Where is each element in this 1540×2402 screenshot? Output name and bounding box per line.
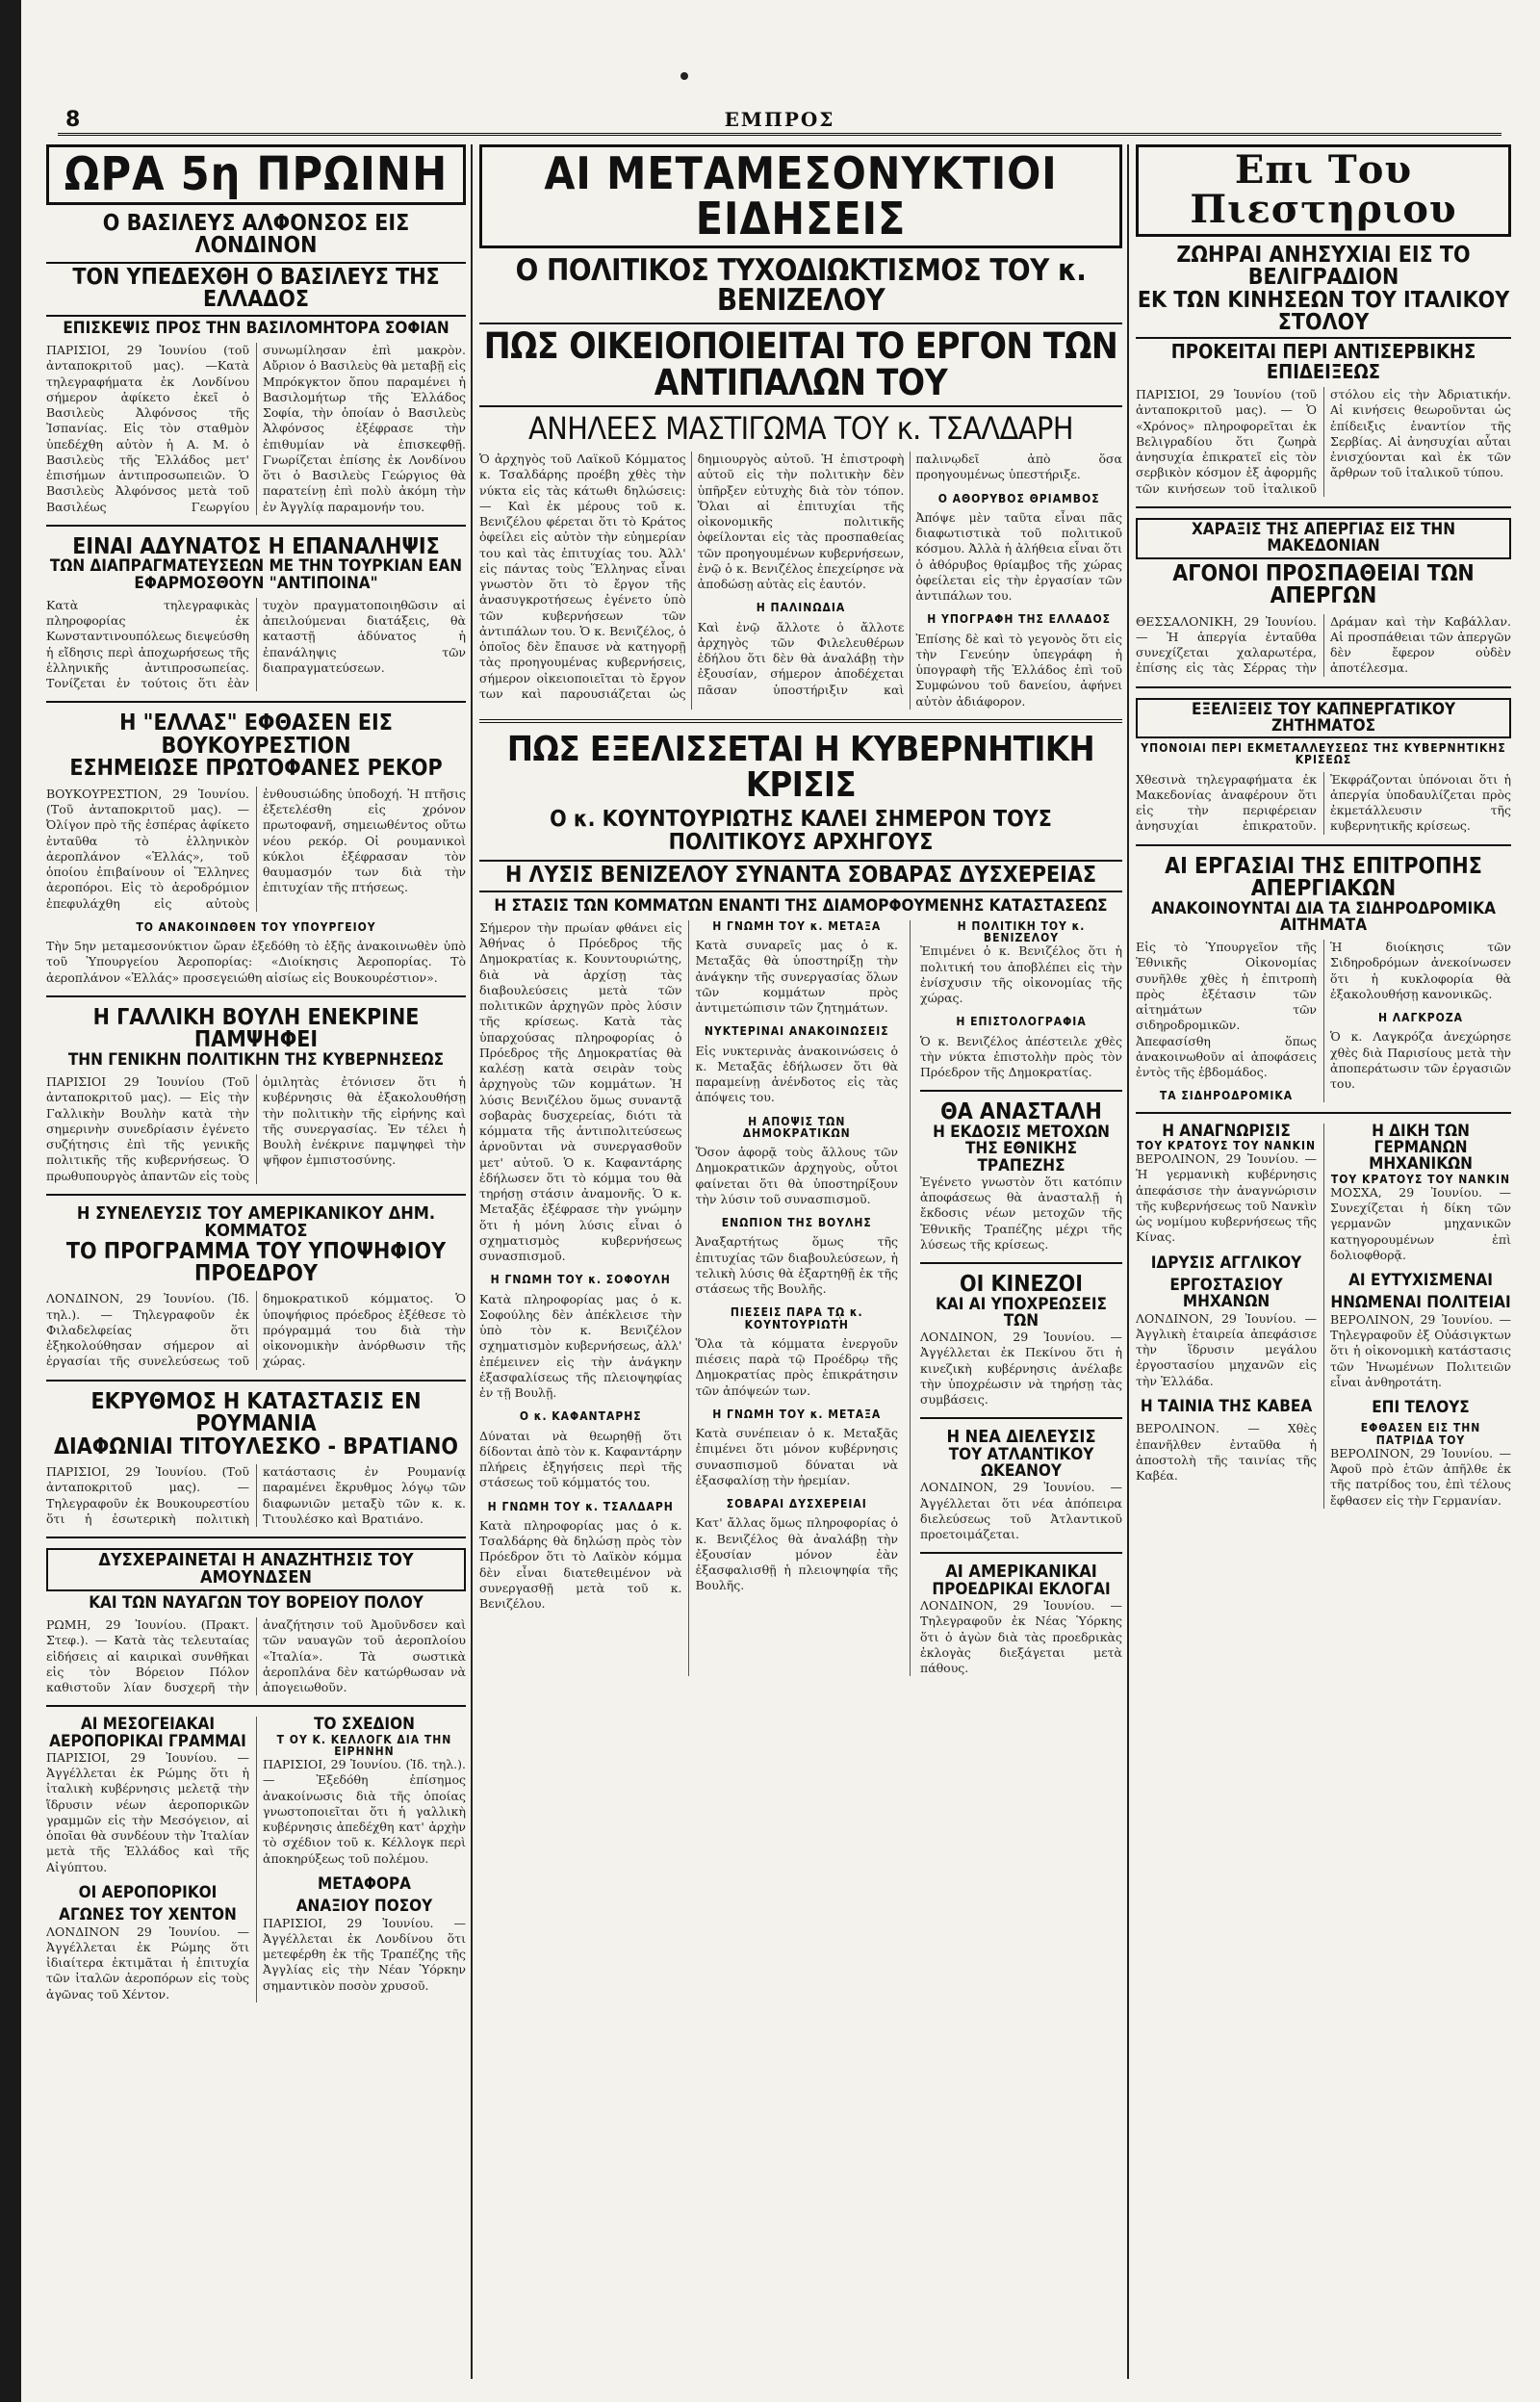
headline: Η ΤΑΙΝΙΑ ΤΗΣ ΚΑΒΕΑ bbox=[1140, 1396, 1313, 1416]
section-heading: ΣΟΒΑΡΑΙ ΔΥΣΧΕΡΕΙΑΙ bbox=[726, 1497, 867, 1511]
article-body: Ὅλα τὰ κόμματα ἐνεργοῦν πιέσεις παρὰ τῷ Προέδρῳ τῆς Δημοκρατίας πρὸς ἐπικράτησιν τῶν ἀπόψεών των. bbox=[695, 1335, 898, 1398]
subheadline: ΤΟΥ ΚΡΑΤΟΥΣ ΤΟΥ ΝΑΝΚΙΝ bbox=[1136, 1139, 1317, 1152]
article-body: Σήμερον τὴν πρωίαν φθάνει εἰς Ἀθήνας ὁ Πρόεδρος τῆς Δημοκρατίας κ. Κουντουριώτης, διὰ νὰ ἀρχίσῃ τὰς διαβουλεύσεις μετὰ τῶν πολιτικῶν ἀρχηγῶν πρὸς λύσιν τῆς κρίσεως. Κατὰ τὰς ὑπαρχούσας πληροφορίας ὁ Πρόεδρος τῆς Δημοκρατίας θὰ καλέσῃ κατὰ σειρὰν τοὺς ἀρχηγοὺς τῶν κομμάτων. Ἡ λύσις Βενιζέλου ὅμως συναντᾷ σοβαρὰς δυσχερείας, διότι τὰ κόμματα τῆς ἀντιπολιτεύσεως ἀρνοῦνται νὰ συνεργασθοῦν μετ' αὐτοῦ. Ὁ κ. Καφαντάρης ἐδήλωσεν ὅτι τὸ κόμμα του θὰ τηρήσῃ στάσιν ἀναμονῆς. Ὁ κ. Μεταξᾶς ἐξέφρασε τὴν γνώμην ὅτι ἡ μόνη λύσις εἶναι ὁ σχηματισμὸς κυβερνήσεως συνασπισμοῦ. bbox=[479, 919, 682, 1264]
column-rule bbox=[471, 144, 473, 2379]
ink-spot bbox=[680, 72, 688, 80]
article-body: Ἐγένετο γνωστὸν ὅτι κατόπιν ἀποφάσεως θὰ ἀνασταλῇ ἡ ἔκδοσις νέων μετοχῶν τῆς Ἐθνικῆς Τραπέζης μέχρι τῆς λύσεως τῆς κρίσεως. bbox=[920, 1174, 1122, 1252]
subheadline: ΤΟΥ ΑΤΛΑΝΤΙΚΟΥ ΩΚΕΑΝΟΥ bbox=[948, 1444, 1094, 1482]
subheadline: ΑΝΑΚΟΙΝΟΥΝΤΑΙ ΔΙΑ ΤΑ ΣΙΔΗΡΟΔΡΟΜΙΚΑ ΑΙΤΗΜΑΤΑ bbox=[1151, 898, 1496, 935]
column-right bbox=[1136, 144, 1511, 2379]
article-body: ΛΟΝΔΙΝΟΝ, 29 Ἰουνίου. — Ἀγγλικὴ ἑταιρεία ἀπεφάσισε τὴν ἵδρυσιν μεγάλου ἐργοστασίου μηχανῶν εἰς τὴν Ἑλλάδα. bbox=[1136, 1310, 1317, 1388]
article-body: ΛΟΝΔΙΝΟΝ, 29 Ἰουνίου. — Ἀγγέλλεται ἐκ Πεκίνου ὅτι ἡ κινεζικὴ κυβέρνησις ἀνέλαβε τὴν ὑποχρέωσιν νὰ τηρήσῃ τὰς συμβάσεις. bbox=[920, 1330, 1122, 1408]
article-body: ΠΑΡΙΣΙΟΙ, 29 Ἰουνίου. — Ἀγγέλλεται ἐκ Ρώμης ὅτι ἡ ἰταλικὴ κυβέρνησις μελετᾷ τὴν ἵδρυσιν νέων ἀεροπορικῶν γραμμῶν εἰς τὴν Μεσόγειον, αἱ ὁποῖαι θὰ συνδέουν τὴν Ἰταλίαν μετὰ τῆς Ἑλλάδος καὶ τῆς Αἰγύπτου. bbox=[46, 1749, 249, 1874]
article bbox=[46, 210, 466, 515]
article-body: ΛΟΝΔΙΝΟΝ, 29 Ἰουνίου. — Τηλεγραφοῦν ἐκ Νέας Ὑόρκης ὅτι ὁ ἀγὼν διὰ τὰς προεδρικὰς ἐκλογὰς διεξάγεται μετὰ πάθους. bbox=[920, 1598, 1122, 1676]
subheadline: Ο κ. ΚΟΥΝΤΟΥΡΙΩΤΗΣ ΚΑΛΕΙ ΣΗΜΕΡΟΝ ΤΟΥΣ ΠΟΛΙΤΙΚΟΥΣ ΑΡΧΗΓΟΥΣ bbox=[550, 807, 1052, 855]
article-body: ΠΑΡΙΣΙΟΙ, 29 Ἰουνίου. (Ἰδ. τηλ.). — Ἐξεδόθη ἐπίσημος ἀνακοίνωσις διὰ τῆς ὁποίας γνωστοποιεῖται ὅτι ἡ γαλλικὴ κυβέρνησις ἀπεδέχθη κατ' ἀρχὴν τὸ σχέδιον τοῦ κ. Κέλλογκ περὶ ἀποκηρύξεως τοῦ πολέμου. bbox=[263, 1757, 466, 1866]
article-body: ΛΟΝΔΙΝΟΝ, 29 Ἰουνίου. — Ἀγγέλλεται ὅτι νέα ἀπόπειρα διελεύσεως τοῦ Ἀτλαντικοῦ προετοιμάζεται. bbox=[920, 1480, 1122, 1542]
article bbox=[46, 533, 466, 692]
subheadline: Η ΣΤΑΣΙΣ ΤΩΝ ΚΟΜΜΑΤΩΝ ΕΝΑΝΤΙ ΤΗΣ ΔΙΑΜΟΡΦΟΥΜΕΝΗΣ ΚΑΤΑΣΤΑΣΕΩΣ bbox=[494, 895, 1108, 916]
column-center bbox=[479, 144, 1122, 2379]
headline: ΕΙΝΑΙ ΑΔΥΝΑΤΟΣ Η ΕΠΑΝΑΛΗΨΙΣ bbox=[72, 533, 440, 559]
banner-box bbox=[1136, 144, 1511, 237]
subheadline: ΕΡΓΟΣΤΑΣΙΟΥ ΜΗΧΑΝΩΝ bbox=[1169, 1276, 1283, 1312]
subheadline: Τ ΟΥ Κ. ΚΕΛΛΟΓΚ ΔΙΑ ΤΗΝ ΕΙΡΗΝΗΝ bbox=[276, 1732, 452, 1758]
headline: Η ΣΥΝΕΛΕΥΣΙΣ ΤΟΥ ΑΜΕΡΙΚΑΝΙΚΟΥ ΔΗΜ. ΚΟΜΜΑΤΟΣ bbox=[76, 1202, 436, 1242]
headline: Η ΔΙΚΗ ΤΩΝ ΓΕΡΜΑΝΩΝ ΜΗΧΑΝΙΚΩΝ bbox=[1369, 1121, 1473, 1175]
subheadline: ΑΝΑΞΙΟΥ ΠΟΣΟΥ bbox=[295, 1897, 433, 1917]
subheadline: ΕΣΗΜΕΙΩΣΕ ΠΡΩΤΟΦΑΝΕΣ ΡΕΚΟΡ bbox=[69, 756, 443, 782]
subheadline: ΑΕΡΟΠΟΡΙΚΑΙ ΓΡΑΜΜΑΙ bbox=[49, 1731, 246, 1751]
section-heading: Η ΓΝΩΜΗ ΤΟΥ κ. ΣΟΦΟΥΛΗ bbox=[490, 1273, 671, 1287]
section-heading: Η ΠΑΛΙΝΩΔΙΑ bbox=[756, 601, 846, 615]
article bbox=[1136, 853, 1511, 1103]
headline: Η "ΕΛΛΑΣ" ΕΦΘΑΣΕΝ ΕΙΣ ΒΟΥΚΟΥΡΕΣΤΙΟΝ bbox=[119, 710, 393, 759]
article bbox=[1136, 1121, 1317, 1485]
section-heading: Ο κ. ΚΑΦΑΝΤΑΡΗΣ bbox=[519, 1409, 642, 1424]
headline: ΜΕΤΑΦΟΡΑ bbox=[318, 1873, 411, 1894]
headline: ΖΩΗΡΑΙ ΑΝΗΣΥΧΙΑΙ ΕΙΣ ΤΟ ΒΕΛΙΓΡΑΔΙΟΝ bbox=[1176, 242, 1471, 291]
headline: ΠΩΣ ΟΙΚΕΙΟΠΟΙΕΙΤΑΙ ΤΟ ΕΡΓΟΝ ΤΩΝ ΑΝΤΙΠΑΛΩΝ ΤΟΥ bbox=[479, 323, 1122, 406]
subheadline: ΑΓΟΝΟΙ ΠΡΟΣΠΑΘΕΙΑΙ ΤΩΝ ΑΠΕΡΓΩΝ bbox=[1172, 560, 1475, 609]
subheadline: ΤΩΝ ΔΙΑΠΡΑΓΜΑΤΕΥΣΕΩΝ ΜΕ ΤΗΝ ΤΟΥΡΚΙΑΝ ΕΑΝ ΕΦΑΡΜΟΣΘΟΥΝ "ΑΝΤΙΠΟΙΝΑ" bbox=[49, 556, 463, 593]
article-body: ΘΕΣΣΑΛΟΝΙΚΗ, 29 Ἰουνίου. — Ἡ ἀπεργία ἐνταῦθα συνεχίζεται χαλαρωτέρα, ἐπίσης εἰς τὰς Σέρρας τὴν Δράμαν καὶ τὴν Καβάλλαν. Αἱ προσπάθειαι τῶν ἀπεργῶν δὲν ἔφερον οὐδὲν ἀποτέλεσμα. bbox=[1136, 613, 1511, 676]
headline: ΑΙ ΑΜΕΡΙΚΑΝΙΚΑΙ bbox=[945, 1562, 1097, 1583]
section-heading: Η ΠΟΛΙΤΙΚΗ ΤΟΥ κ. ΒΕΝΙΖΕΛΟΥ bbox=[957, 918, 1086, 945]
subheadline: ΑΝΗΛΕΕΣ ΜΑΣΤΙΓΩΜΑ ΤΟΥ κ. ΤΣΑΛΔΑΡΗ bbox=[528, 409, 1073, 447]
article-body: Ἐπίσης δὲ καὶ τὸ γεγονὸς ὅτι εἰς τὴν Γενεύην ὑπεγράφη ἡ ὑπογραφὴ τῆς Ἑλλάδος ἐπὶ τοῦ Συμφώνου τοῦ δανείου, ἀφήνει αὐτὸν ἀδιάφορον. bbox=[915, 631, 1122, 709]
subheadline: ΠΡΟΚΕΙΤΑΙ ΠΕΡΙ ΑΝΤΙΣΕΡΒΙΚΗΣ ΕΠΙΔΕΙΞΕΩΣ bbox=[1136, 337, 1511, 381]
article-body: ΜΟΣΧΑ, 29 Ἰουνίου. — Συνεχίζεται ἡ δίκη τῶν γερμανῶν μηχανικῶν κατηγορουμένων ἐπὶ δολιοφθορᾷ. bbox=[1330, 1184, 1511, 1262]
scan-edge bbox=[0, 0, 21, 2402]
section-heading: Η ΑΠΟΨΙΣ ΤΩΝ ΔΗΜΟΚΡΑΤΙΚΩΝ bbox=[742, 1114, 851, 1140]
article-body: ΒΕΡΟΛΙΝΟΝ, 29 Ἰουνίου. — Ἀφοῦ πρὸ ἑτῶν ἀπῆλθε ἐκ τῆς πατρίδος του, ἐπὶ τέλους ἔφθασεν εἰς τὴν Γερμανίαν. bbox=[1330, 1445, 1511, 1508]
section-heading: Η ΓΝΩΜΗ ΤΟΥ κ. ΜΕΤΑΞΑ bbox=[712, 1407, 882, 1421]
section-heading: ΝΥΚΤΕΡΙΝΑΙ ΑΝΑΚΟΙΝΩΣΕΙΣ bbox=[704, 1024, 889, 1039]
article-body: Χθεσινὰ τηλεγραφήματα ἐκ Μακεδονίας ἀναφέρουν ὅτι εἰς τὴν περιφέρειαν ἀνησυχίαι ἐπικρατοῦν. Ἐκφράζονται ὑπόνοιαι ὅτι ἡ ἀπεργία ὑποδαυλίζεται πρὸς ἐκμετάλλευσιν τῆς κυβερνητικῆς κρίσεως. bbox=[1136, 771, 1511, 834]
bottom-briefs bbox=[1136, 1121, 1511, 1509]
headline: Ο ΠΟΛΙΤΙΚΟΣ ΤΥΧΟΔΙΩΚΤΙΣΜΟΣ ΤΟΥ κ. ΒΕΝΙΖΕΛΟΥ bbox=[515, 252, 1087, 319]
banner-box bbox=[46, 144, 466, 205]
article-body: Δύναται νὰ θεωρηθῇ ὅτι δίδονται ἀπὸ τὸν κ. Καφαντάρην πλήρεις ἐξηγήσεις περὶ τῆς στάσεως τοῦ κόμματός του. bbox=[479, 1428, 682, 1490]
subheadline: ΤΟΝ ΥΠΕΔΕΧΘΗ Ο ΒΑΣΙΛΕΥΣ ΤΗΣ ΕΛΛΑΔΟΣ bbox=[46, 262, 466, 317]
section-heading: Ο ΑΘΟΡΥΒΟΣ ΘΡΙΑΜΒΟΣ bbox=[937, 491, 1100, 505]
article-body: ΒΕΡΟΛΙΝΟΝ. — Χθὲς ἐπανῆλθεν ἐνταῦθα ἡ ἀποστολὴ τῆς ταινίας τῆς Καβέα. bbox=[1136, 1421, 1317, 1484]
headline: ΧΑΡΑΞΙΣ ΤΗΣ ΑΠΕΡΓΙΑΣ ΕΙΣ ΤΗΝ ΜΑΚΕΔΟΝΙΑΝ bbox=[1136, 518, 1511, 559]
headline: ΘΑ ΑΝΑΣΤΑΛΗ bbox=[940, 1099, 1102, 1125]
article-body: ΒΟΥΚΟΥΡΕΣΤΙΟΝ, 29 Ἰουνίου. (Τοῦ ἀνταποκριτοῦ μας). — Ὀλίγον πρὸ τῆς ἑσπέρας ἀφίκετο ἐνταῦθα τὸ ἑλληνικὸν ἀεροπλάνον «Ἑλλάς», τοῦ ὁποίου ἐπιβαίνουν οἱ Ἕλληνες ἀεροπόροι. Εἰς τὸ ἀεροδρόμιον ἐπεφυλάχθη εἰς αὐτοὺς ἐνθουσιώδης ὑποδοχή. Ἡ πτῆσις ἐξετελέσθη εἰς χρόνον πρωτοφανῆ, σημειωθέντος οὕτω νέου ρεκόρ. Οἱ ρουμανικοὶ κύκλοι ἐξέφρασαν τὸν θαυμασμόν των διὰ τὴν ἐπιτυχίαν τῆς πτήσεως. bbox=[46, 786, 466, 911]
headline: Η ΓΑΛΛΙΚΗ ΒΟΥΛΗ ΕΝΕΚΡΙΝΕ ΠΑΜΨΗΦΕΙ bbox=[92, 1004, 420, 1053]
page-number: 8 bbox=[65, 108, 81, 132]
subheadline: ΕΠΙΣΚΕΨΙΣ ΠΡΟΣ ΤΗΝ ΒΑΣΙΛΟΜΗΤΟΡΑ ΣΟΦΙΑΝ bbox=[63, 318, 449, 338]
subheadline: ΤΟ ΠΡΟΓΡΑΜΜΑ ΤΟΥ ΥΠΟΨΗΦΙΟΥ ΠΡΟΕΔΡΟΥ bbox=[65, 1238, 447, 1286]
article bbox=[479, 729, 1122, 1677]
section-heading: Η ΓΝΩΜΗ ΤΟΥ κ. ΤΣΑΛΔΑΡΗ bbox=[487, 1499, 674, 1513]
section-heading: Η ΥΠΟΓΡΑΦΗ ΤΗΣ ΕΛΛΑΔΟΣ bbox=[927, 612, 1112, 627]
article bbox=[1136, 242, 1511, 497]
headline: ΙΔΡΥΣΙΣ ΑΓΓΛΙΚΟΥ bbox=[1150, 1253, 1302, 1273]
subheadline: ΤΟ ΑΝΑΚΟΙΝΩΘΕΝ ΤΟΥ ΥΠΟΥΡΓΕΙΟΥ bbox=[136, 919, 376, 934]
article bbox=[46, 1548, 466, 1695]
banner-box bbox=[479, 144, 1122, 248]
article-body: Ὁ κ. Βενιζέλος ἀπέστειλε χθὲς τὴν νύκτα ἐπιστολὴν πρὸς τὸν Πρόεδρον τῆς Δημοκρατίας. bbox=[920, 1033, 1122, 1080]
article-body: Καὶ ἐνῷ ἄλλοτε ὁ ἄλλοτε ἀρχηγὸς τῶν Φιλελευθέρων ἐδήλου ὅτι δὲν θὰ ἀναλάβῃ τὴν ἐξουσίαν, σήμερον ἀποδέχεται πᾶσαν ὑποστήριξιν καὶ παλινῳδεῖ ἀπὸ ὅσα προηγουμένως ὑπεστήριξε. bbox=[697, 452, 1122, 697]
article bbox=[1136, 518, 1511, 677]
article bbox=[263, 1717, 466, 1993]
article-body: Ἐπιμένει ὁ κ. Βενιζέλος ὅτι ἡ πολιτική του ἀποβλέπει εἰς τὴν ἐνίσχυσιν τῆς οἰκονομίας τῆς χώρας. bbox=[920, 943, 1122, 1006]
headline: ΔΥΣΧΕΡΑΙΝΕΤΑΙ Η ΑΝΑΖΗΤΗΣΙΣ ΤΟΥ ΑΜΟΥΝΔΣΕΝ bbox=[46, 1548, 466, 1591]
banner-title: ΩΡΑ 5η ΠΡΩΙΝΗ bbox=[64, 147, 449, 201]
section-heading: ΤΑ ΣΙΔΗΡΟΔΡΟΜΙΚΑ bbox=[1159, 1089, 1294, 1103]
article bbox=[46, 1388, 466, 1527]
article-body: Εἰς τὸ Ὑπουργεῖον τῆς Ἐθνικῆς Οἰκονομίας συνῆλθε χθὲς ἡ ἐπιτροπὴ πρὸς ἐξέτασιν τῶν αἰτημάτων τῶν σιδηροδρομικῶν. Ἀπεφασίσθη ὅπως ἀνακοινωθοῦν αἱ ἀποφάσεις ἐντὸς τῆς ἑβδομάδος. bbox=[1136, 940, 1317, 1080]
section-heading: ΠΙΕΣΕΙΣ ΠΑΡΑ Τῼ κ. ΚΟΥΝΤΟΥΡΙΩΤΗ bbox=[730, 1305, 863, 1331]
subheadline: Η ΛΥΣΙΣ ΒΕΝΙΖΕΛΟΥ ΣΥΝΑΝΤΑ ΣΟΒΑΡΑΣ ΔΥΣΧΕΡΕΙΑΣ bbox=[479, 860, 1122, 891]
article-body: Ἀπόψε μὲν ταῦτα εἶναι πᾶς διαφωτιστικὰ τοῦ πολιτικοῦ κόσμου. Ἀλλὰ ἡ ἀλήθεια εἶναι ὅτι ὁ ἀθόρυβος θρίαμβος τῆς χώρας ὀφείλεται εἰς τὴν ἐργασίαν τῶν ἀντιπάλων του. bbox=[915, 509, 1122, 604]
headline: ΑΙ ΕΡΓΑΣΙΑΙ ΤΗΣ ΕΠΙΤΡΟΠΗΣ ΑΠΕΡΓΙΑΚΩΝ bbox=[1165, 853, 1482, 902]
article-body: ΛΟΝΔΙΝΟΝ 29 Ἰουνίου. — Ἀγγέλλεται ἐκ Ρώμης ὅτι ἰδιαίτερα ἐκτιμᾶται ἡ ἐπιτυχία τῶν ἰταλῶν ἀεροπόρων εἰς τοὺς ἀγῶνας τοῦ Χέντον. bbox=[46, 1924, 249, 2002]
subheadline: ΚΑΙ ΑΙ ΥΠΟΧΡΕΩΣΕΙΣ ΤΩΝ bbox=[936, 1294, 1107, 1330]
article-body: ΠΑΡΙΣΙΟΙ, 29 Ἰουνίου. (Τοῦ ἀνταποκριτοῦ μας). — Τηλεγραφοῦν ἐκ Βουκουρεστίου ὅτι ἡ ἐσωτερικὴ πολιτικὴ κατάστασις ἐν Ρουμανίᾳ παραμένει ἔκρυθμος λόγῳ τῶν διαφωνιῶν μεταξὺ τῶν κ. κ. Τιτουλέσκο καὶ Βρατιάνο. bbox=[46, 1464, 466, 1526]
article-body: ΠΑΡΙΣΙΟΙ, 29 Ἰουνίου (τοῦ ἀνταποκριτοῦ μας). — Ὁ «Χρόνος» πληροφορεῖται ἐκ Βελιγραδίου ὅτι ζωηρὰ ἀνησυχία ἐπικρατεῖ εἰς τὸν σερβικὸν κόσμον ἐξ ἀφορμῆς τῶν κινήσεων τοῦ ἰταλικοῦ στόλου εἰς τὴν Ἀδριατικήν. Αἱ κινήσεις θεωροῦνται ὡς ἐπίδειξις ἐναντίον τῆς Σερβίας. Αἱ ἀνησυχίαι αὗται ἐνισχύονται καὶ ἐκ τῶν ἄρθρων τοῦ ἰταλικοῦ τύπου. bbox=[1136, 387, 1511, 496]
headline: ΟΙ ΚΙΝΕΖΟΙ bbox=[960, 1272, 1083, 1298]
article bbox=[46, 1717, 249, 2002]
article bbox=[46, 1004, 466, 1184]
subheadline: ΗΝΩΜΕΝΑΙ ΠΟΛΙΤΕΙΑΙ bbox=[1330, 1293, 1511, 1313]
article-body: Κατὰ συνέπειαν ὁ κ. Μεταξᾶς ἐπιμένει ὅτι μόνον κυβέρνησις συνασπισμοῦ δύναται νὰ ἐξασφαλίσῃ τὴν ἠρεμίαν. bbox=[695, 1426, 898, 1487]
headline: Ο ΒΑΣΙΛΕΥΣ ΑΛΦΟΝΣΟΣ ΕΙΣ ΛΟΝΔΙΝΟΝ bbox=[102, 210, 410, 259]
banner-title: Επι Του Πιεστηριου bbox=[1190, 147, 1457, 232]
article-body: Ἡ διοίκησις τῶν Σιδηροδρόμων ἀνεκοίνωσεν ὅτι ἡ κυκλοφορία θὰ ἐξακολουθήσῃ κανονικῶς. bbox=[1330, 940, 1511, 1001]
article-body: Ὁ ἀρχηγὸς τοῦ Λαϊκοῦ Κόμματος κ. Τσαλδάρης προέβη χθὲς τὴν νύκτα εἰς τὰς κάτωθι δηλώσεις: — Καὶ ἐκ μέρους τοῦ κ. Βενιζέλου φέρεται ὅτι τὸ Κράτος ὀφείλει εἰς αὐτὸν τὴν εὐημερίαν του καὶ τὰς ἐπιτυχίας του. Ἀλλ' εἰς πάντας τοὺς Ἕλληνας εἶναι γνωστὸν ὅτι τὸ ἔργον τῆς ἀνασυγκροτήσεως ἐγένετο ὑπὸ τῶν κυβερνήσεων τῶν ἀντιπάλων του. Ὁ κ. Βενιζέλος, ὁ ὁποῖος δὲν ἔπαυσε νὰ κατηγορῇ τὰς προηγουμένας κυβερνήσεις, σήμερον οἰκειοποιεῖται τὸ ἔργον των καὶ παρουσιάζεται ὡς δημιουργὸς αὐτοῦ. Ἡ ἐπιστροφὴ αὐτοῦ εἰς τὴν πολιτικὴν δὲν ὑπῆρξεν εὐτυχὴς διὰ τὸν τόπον. Ὅλαι αἱ ἐπιτυχίαι τῆς οἰκονομικῆς πολιτικῆς ὀφείλονται εἰς τὰς προσπαθείας τῶν προηγουμένων κυβερνήσεων, ἐνῷ ὁ κ. Βενιζέλος ἐπεχείρησε νὰ ἀποδώσῃ αὐτὰς εἰς ἑαυτόν. bbox=[479, 452, 905, 701]
article bbox=[1330, 1121, 1511, 1509]
headline: ΕΞΕΛΙΞΕΙΣ ΤΟΥ ΚΑΠΝΕΡΓΑΤΙΚΟΥ ΖΗΤΗΜΑΤΟΣ bbox=[1136, 698, 1511, 739]
section-heading: Η ΛΑΓΚΡΟΖΑ bbox=[1377, 1011, 1464, 1025]
subheadline: ΚΑΙ ΤΩΝ ΝΑΥΑΓΩΝ ΤΟΥ ΒΟΡΕΙΟΥ ΠΟΛΟΥ bbox=[89, 1592, 424, 1613]
section-heading: Η ΓΝΩΜΗ ΤΟΥ κ. ΜΕΤΑΞΑ bbox=[712, 918, 882, 933]
bottom-briefs bbox=[46, 1717, 466, 2002]
headline: ΕΠΙ ΤΕΛΟΥΣ bbox=[1372, 1398, 1470, 1418]
subheadline: ΕΚ ΤΩΝ ΚΙΝΗΣΕΩΝ ΤΟΥ ΙΤΑΛΙΚΟΥ ΣΤΟΛΟΥ bbox=[1137, 287, 1510, 335]
article-body: Ὁ κ. Λαγκρόζα ἀνεχώρησε χθὲς διὰ Παρισίους μετὰ τὴν ἀποπεράτωσιν τῶν ἐργασιῶν του. bbox=[1330, 1029, 1511, 1092]
side-briefs bbox=[910, 920, 1122, 1676]
article bbox=[46, 1202, 466, 1370]
masthead: ΕΜΠΡΟΣ bbox=[724, 108, 835, 131]
article-columns bbox=[479, 920, 898, 1676]
article-body: ΛΟΝΔΙΝΟΝ, 29 Ἰουνίου. (Ἰδ. τηλ.). — Τηλεγραφοῦν ἐκ Φιλαδελφείας ὅτι ἐξηκολούθησαν σήμερον αἱ ἐργασίαι τῆς συνελεύσεως τοῦ δημοκρατικοῦ κόμματος. Ὁ ὑποψήφιος πρόεδρος ἐξέθεσε τὸ πρόγραμμά του διὰ τὴν οἰκονομικὴν ἀνόρθωσιν τῆς χώρας. bbox=[46, 1291, 466, 1369]
article-body: ΒΕΡΟΛΙΝΟΝ, 29 Ἰουνίου. — Τηλεγραφοῦν ἐξ Οὐάσιγκτων ὅτι ἡ οἰκονομικὴ κατάστασις τῶν Ἡνωμένων Πολιτειῶν εἶναι ἀνθηροτάτη. bbox=[1330, 1311, 1511, 1389]
subheadline: ΔΙΑΦΩΝΙΑΙ ΤΙΤΟΥΛΕΣΚΟ - ΒΡΑΤΙΑΝΟ bbox=[54, 1433, 458, 1459]
article bbox=[46, 712, 466, 985]
article-body: ΒΕΡΟΛΙΝΟΝ, 29 Ἰουνίου. — Ἡ γερμανικὴ κυβέρνησις ἀπεφάσισε τὴν ἀναγνώρισιν τῆς κυβερνήσεως τοῦ Νανκὶν ὡς νομίμου κυβερνήσεως τῆς Κίνας. bbox=[1136, 1151, 1317, 1245]
article-body: Κατὰ συναρεῖς μας ὁ κ. Μεταξᾶς θὰ ὑποστηρίξῃ τὴν ἀνάγκην τῆς συνεργασίας ὅλων τῶν κομμάτων πρὸς ἀντιμετώπισιν τῶν ζητημάτων. bbox=[695, 938, 898, 1016]
lead-article bbox=[479, 252, 1122, 710]
subheadline: Η ΕΚΔΟΣΙΣ ΜΕΤΟΧΩΝ ΤΗΣ ΕΘΝΙΚΗΣ ΤΡΑΠΕΖΗΣ bbox=[933, 1122, 1110, 1175]
section-heading: Η ΕΠΙΣΤΟΛΟΓΡΑΦΙΑ bbox=[956, 1015, 1087, 1029]
banner-title: ΑΙ ΜΕΤΑΜΕΣΟΝΥΚΤΙΟΙ ΕΙΔΗΣΕΙΣ bbox=[544, 147, 1058, 245]
headline: ΕΚΡΥΘΜΟΣ Η ΚΑΤΑΣΤΑΣΙΣ ΕΝ ΡΟΥΜΑΝΙΑ bbox=[90, 1388, 422, 1437]
article-body: Κατὰ πληροφορίας μας ὁ κ. Σοφούλης δὲν ἀπέκλεισε τὴν ὑπὸ τὸν κ. Βενιζέλον σχηματισμὸν κυβερνήσεως, ἀλλ' ἐπέμεινεν εἰς τὴν ἀνάγκην ἐξασφαλίσεως τῆς πλειοψηφίας ἐν τῇ Βουλῇ. bbox=[479, 1291, 682, 1401]
article-body: ΠΑΡΙΣΙΟΙ, 29 Ἰουνίου. — Ἀγγέλλεται ἐκ Λονδίνου ὅτι μετεφέρθη ἐκ τῆς Τραπέζης τῆς Ἀγγλίας εἰς τὴν Νέαν Ὑόρκην σημαντικὸν ποσὸν χρυσοῦ. bbox=[263, 1915, 466, 1993]
headline: Η ΑΝΑΓΝΩΡΙΣΙΣ bbox=[1162, 1121, 1291, 1141]
headline: Η ΝΕΑ ΔΙΕΛΕΥΣΙΣ bbox=[946, 1427, 1096, 1448]
headline: ΟΙ ΑΕΡΟΠΟΡΙΚΟΙ bbox=[78, 1882, 218, 1902]
subheadline: ΠΡΟΕΔΡΙΚΑΙ ΕΚΛΟΓΑΙ bbox=[932, 1579, 1111, 1599]
page-header bbox=[58, 108, 1502, 136]
article bbox=[1136, 698, 1511, 835]
article-body: ΡΩΜΗ, 29 Ἰουνίου. (Πρακτ. Στεφ.). — Κατὰ τὰς τελευταίας εἰδήσεις αἱ καιρικαὶ συνθῆκαι εἰς τὸν Βόρειον Πόλον καθιστοῦν λίαν δυσχερῆ τὴν ἀναζήτησιν τοῦ Ἀμοῦνδσεν καὶ τῶν ναυαγῶν τοῦ ἀεροπλοίου «Ἰταλία». Τὰ σωστικὰ ἀεροπλάνα δὲν κατώρθωσαν νὰ ἀπογειωθοῦν. bbox=[46, 1617, 466, 1695]
article-body: Κατὰ πληροφορίας μας ὁ κ. Τσαλδάρης θὰ δηλώσῃ πρὸς τὸν Πρόεδρον ὅτι τὸ Λαϊκὸν κόμμα δὲν εἶναι διατεθειμένον νὰ συνεργασθῇ μετὰ τοῦ κ. Βενιζέλου. bbox=[479, 1517, 682, 1612]
subheadline: ΤΗΝ ΓΕΝΙΚΗΝ ΠΟΛΙΤΙΚΗΝ ΤΗΣ ΚΥΒΕΡΝΗΣΕΩΣ bbox=[67, 1049, 445, 1070]
article-body: Εἰς νυκτερινὰς ἀνακοινώσεις ὁ κ. Μεταξᾶς ἐδήλωσεν ὅτι θὰ παραμείνῃ ἀνένδοτος εἰς τὰς ἀπόψεις του. bbox=[695, 1043, 898, 1105]
column-left bbox=[46, 144, 466, 2379]
article-body: ΠΑΡΙΣΙΟΙ 29 Ἰουνίου (Τοῦ ἀνταποκριτοῦ μας). — Εἰς τὴν Γαλλικὴν Βουλὴν κατὰ τὴν σημερινὴν συνεδρίασιν ἐγένετο συζήτησις ἐπὶ τῆς γενικῆς πολιτικῆς τῆς κυβερνήσεως. Ὁ πρωθυπουργὸς ἀπαντῶν εἰς τοὺς ὁμιλητὰς ἐτόνισεν ὅτι ἡ κυβέρνησις θὰ ἐξακολουθήσῃ τὴν πολιτικὴν τῆς εἰρήνης καὶ τῆς συνεργασίας. Ἐν τέλει ἡ Βουλὴ ἐνέκρινε παμψηφεὶ τὴν ψῆφον ἐμπιστοσύνης. bbox=[46, 1074, 466, 1183]
subheadline: ΥΠΟΝΟΙΑΙ ΠΕΡΙ ΕΚΜΕΤΑΛΛΕΥΣΕΩΣ ΤΗΣ ΚΥΒΕΡΝΗΤΙΚΗΣ ΚΡΙΣΕΩΣ bbox=[1141, 741, 1506, 767]
article-body: Ἀναξαρτήτως ὅμως τῆς ἐπιτυχίας τῶν διαβουλεύσεων, ἡ τελικὴ λύσις θὰ ἐξαρτηθῇ ἐκ τῆς στάσεως τῆς Βουλῆς. bbox=[695, 1234, 898, 1297]
headline: ΑΙ ΕΥΤΥΧΙΣΜΕΝΑΙ bbox=[1348, 1271, 1493, 1291]
subheadline: ΕΦΘΑΣΕΝ ΕΙΣ ΤΗΝ ΠΑΤΡΙΔΑ ΤΟΥ bbox=[1360, 1421, 1481, 1447]
headline: ΤΟ ΣΧΕΔΙΟΝ bbox=[314, 1715, 415, 1735]
subheadline: ΤΟΥ ΚΡΑΤΟΥΣ ΤΟΥ ΝΑΝΚΙΝ bbox=[1330, 1172, 1511, 1186]
headline: ΑΙ ΜΕΣΟΓΕΙΑΚΑΙ bbox=[80, 1715, 216, 1735]
article-body: Κατὰ τηλεγραφικὰς πληροφορίας ἐκ Κωνσταντινουπόλεως διεψεύσθη ἡ εἴδησις περὶ ἀποχωρήσεως τῆς ἑλληνικῆς ἀντιπροσωπείας. Τονίζεται ἐν τούτοις ὅτι ἐὰν τυχὸν πραγματοποιηθῶσιν αἱ ἀπειλούμεναι διατάξεις, θὰ καταστῇ ἀδύνατος ἡ ἐπανάληψις τῶν διαπραγματεύσεων. bbox=[46, 597, 466, 691]
column-rule bbox=[1127, 144, 1129, 2379]
article-body: Ὅσον ἀφορᾷ τοὺς ἄλλους τῶν Δημοκρατικῶν ἀρχηγοὺς, οὗτοι φαίνεται ὅτι θὰ ὑποστηρίξουν τὴν λύσιν τοῦ συνασπισμοῦ. bbox=[695, 1145, 898, 1206]
article-body: Τὴν 5ην μεταμεσονύκτιον ὥραν ἐξεδόθη τὸ ἑξῆς ἀνακοινωθὲν ὑπὸ τοῦ Ὑπουργείου Ἀεροπορίας: «Διοίκησις Ἀεροπορίας. Τὸ ἀεροπλάνον «Ἑλλάς» προσεγειώθη αἰσίως εἰς Βουκουρέστιον». bbox=[46, 939, 466, 985]
article-body: ΠΑΡΙΣΙΟΙ, 29 Ἰουνίου (τοῦ ἀνταποκριτοῦ μας). —Κατὰ τηλεγραφήματα ἐκ Λονδίνου σήμερον ἀφίκετο ἐκεῖ ὁ Βασιλεὺς Ἀλφόνσος τῆς Ἰσπανίας. Εἰς τὸν σταθμὸν ὑπεδέχθη αὐτὸν ἡ Α. Μ. ὁ Βασιλεὺς τῆς Ἑλλάδος μετ' ἐπισήμων ἀντιπροσωπειῶν. Ὁ Βασιλεὺς Ἀλφόνσος μετὰ τοῦ Βασιλέως Γεωργίου συνωμίλησαν ἐπὶ μακρὸν. Αὔριον ὁ Βασιλεὺς θὰ μεταβῇ εἰς Μπρόκγκτον ὅπου παραμένει ἡ Βασιλομήτωρ τῆς Ἑλλάδος Σοφία, τὴν ὁποίαν ὁ Βασιλεὺς Ἀλφόνσος ἐξέφρασε τὴν ἐπιθυμίαν νὰ ἐπισκεφθῇ. Γνωρίζεται ἐπίσης ἐκ Λονδίνου ὅτι ὁ Βασιλεὺς Γεώργιος θὰ παρατείνῃ ἐπὶ πολὺ ἀκόμη τὴν ἐν Ἀγγλίᾳ παραμονήν του. bbox=[46, 343, 466, 514]
headline: ΠΩΣ ΕΞΕΛΙΣΣΕΤΑΙ Η ΚΥΒΕΡΝΗΤΙΚΗ ΚΡΙΣΙΣ bbox=[506, 729, 1095, 805]
section-heading: ΕΝΩΠΙΟΝ ΤΗΣ ΒΟΥΛΗΣ bbox=[721, 1216, 872, 1230]
article-body: Κατ' ἄλλας ὅμως πληροφορίας ὁ κ. Βενιζέλος θὰ ἀναλάβῃ τὴν ἐξουσίαν μόνον ἐὰν ἐξασφαλισθῇ ἡ πλειοψηφία τῆς Βουλῆς. bbox=[695, 1515, 898, 1593]
subheadline: ΑΓΩΝΕΣ ΤΟΥ ΧΕΝΤΟΝ bbox=[59, 1905, 237, 1925]
